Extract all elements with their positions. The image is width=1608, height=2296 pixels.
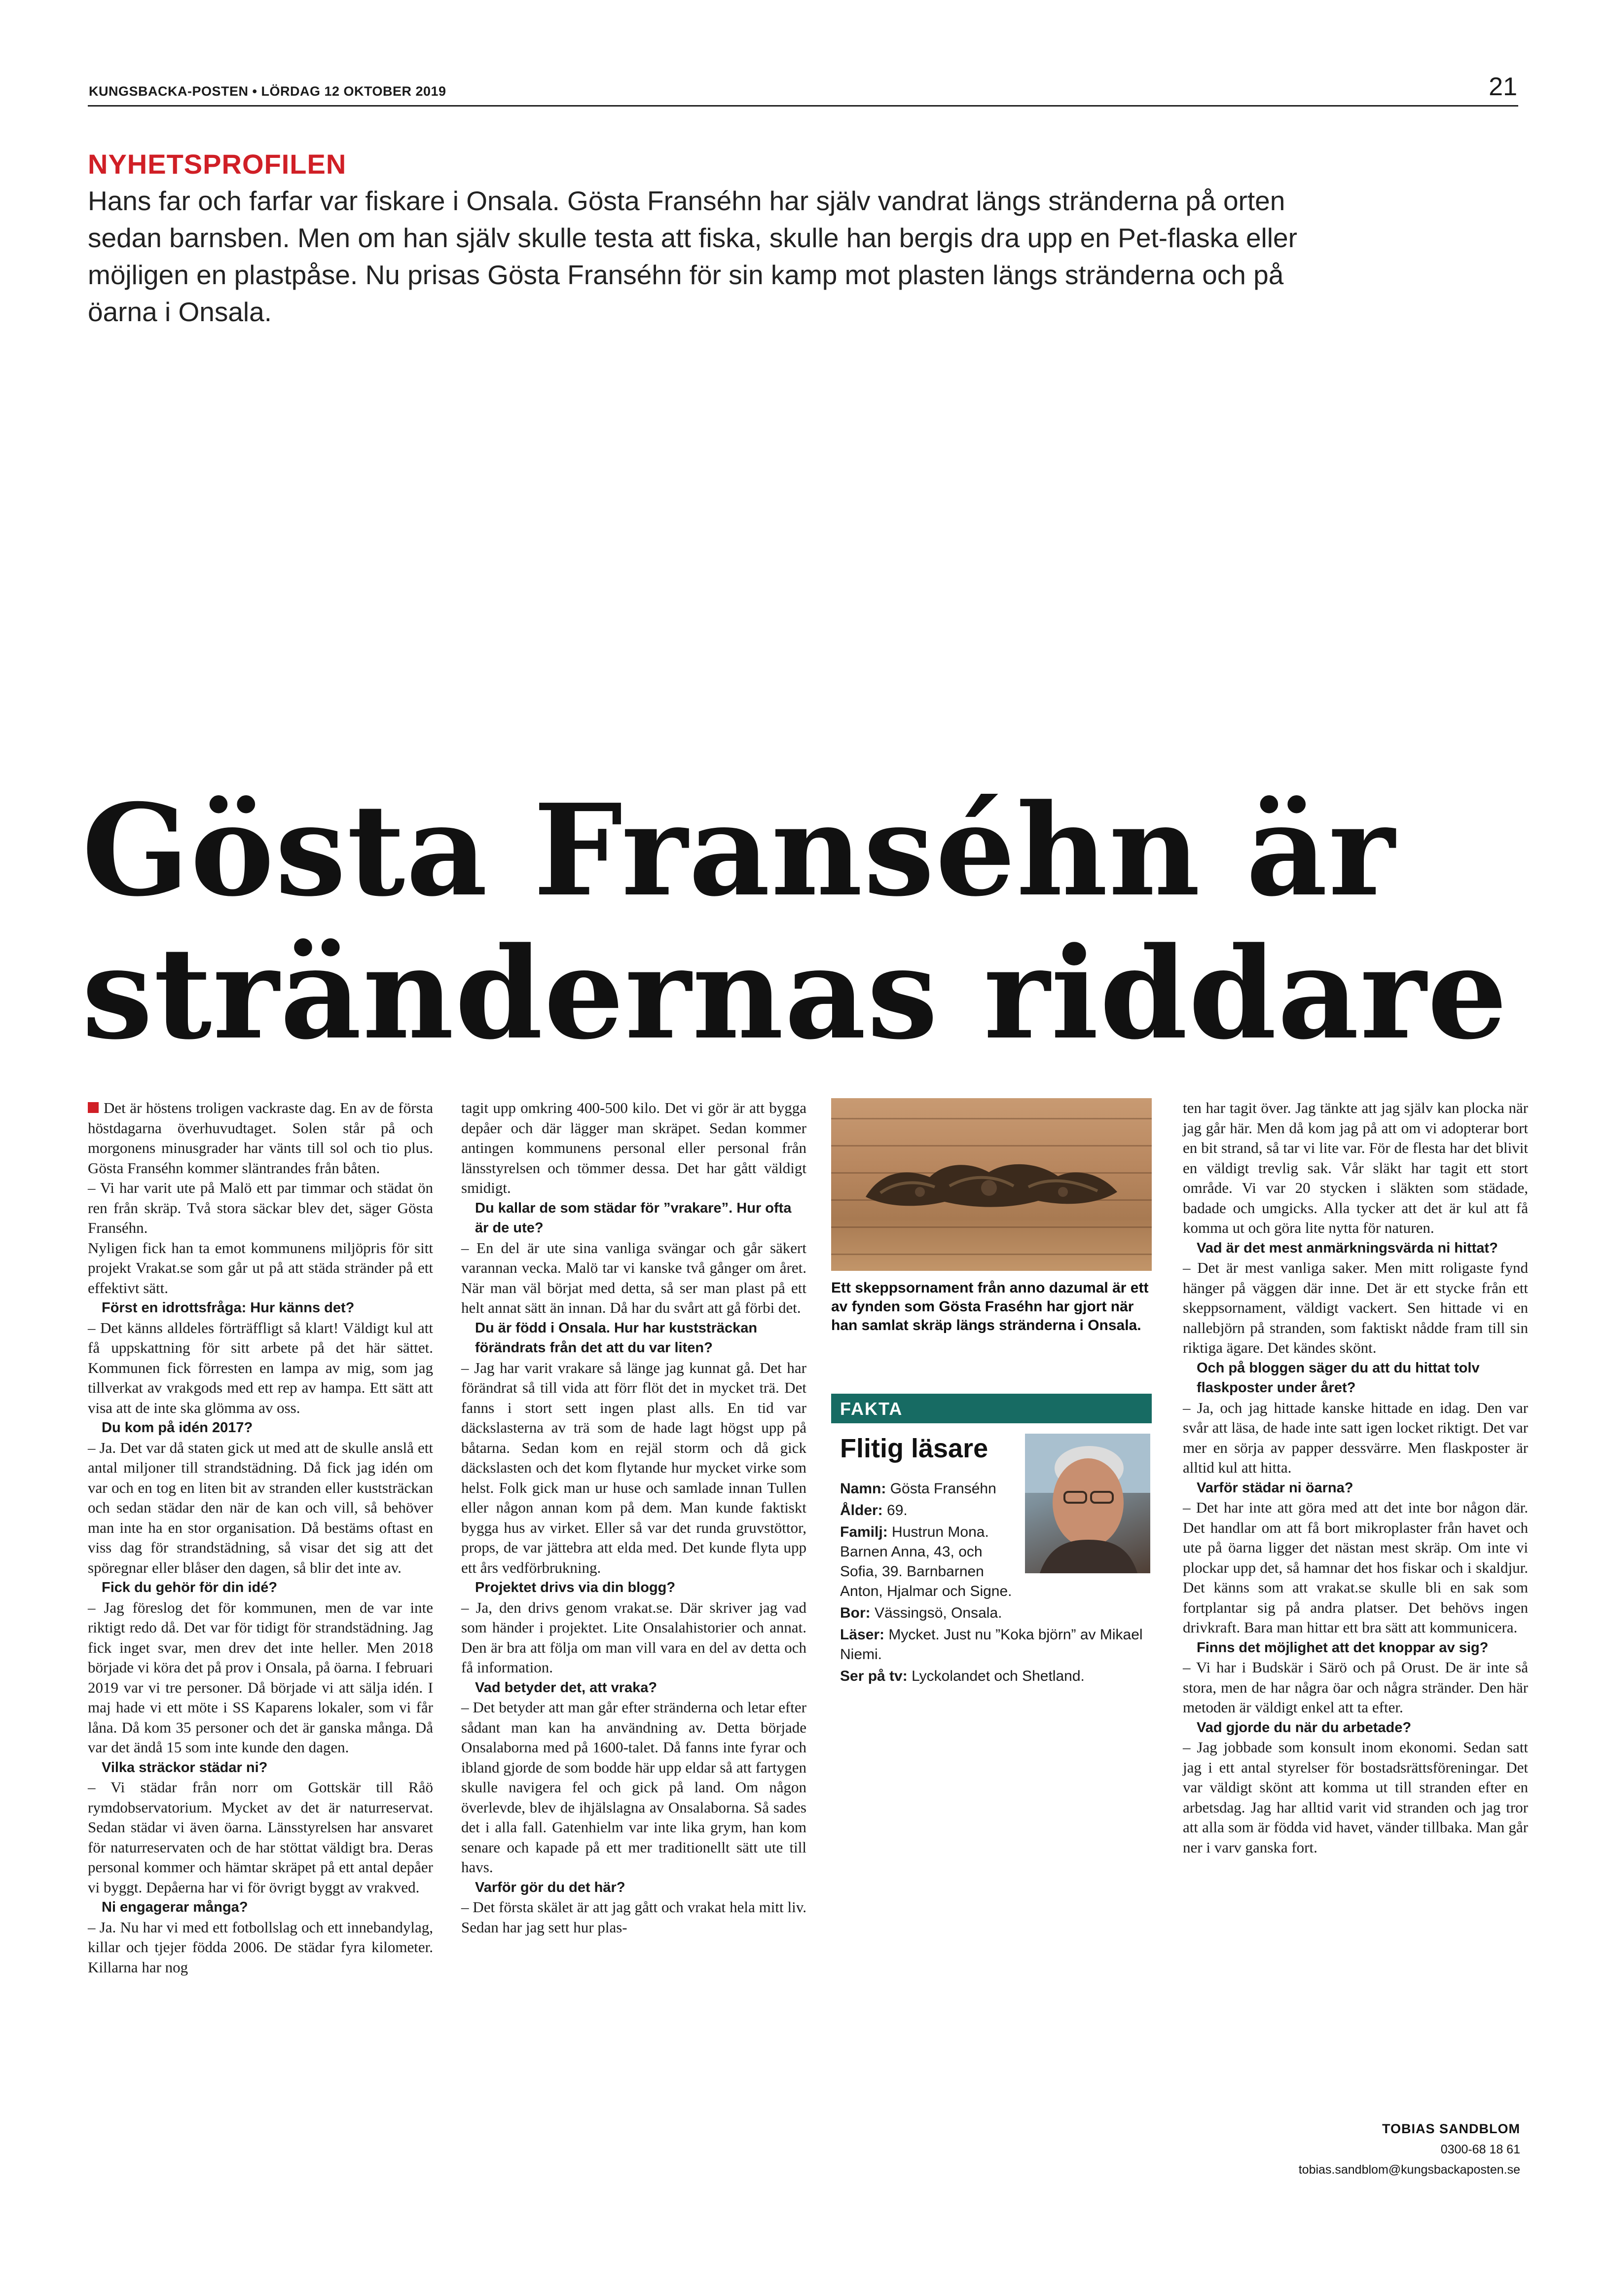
paragraph <box>88 1778 433 1897</box>
paragraph-text: Varför städar ni öarna? <box>1197 1480 1353 1496</box>
byline-phone: 0300-68 18 61 <box>1440 2143 1520 2156</box>
headline-line-2: strändernas riddare <box>82 920 1508 1068</box>
fakta-row <box>840 1625 1161 1665</box>
paragraph-text: – Vi har i Budskär i Särö och på Orust. De är inte så stora, men de har några öar och några stränder. Den här metoden är väldigt enkel att ta efter. <box>1183 1659 1528 1716</box>
paragraph <box>461 1698 806 1878</box>
paragraph-text: Vad betyder det, att vraka? <box>475 1679 658 1696</box>
section-kicker: NYHETSPROFILEN <box>88 148 347 180</box>
paragraph-text: tagit upp omkring 400-500 kilo. Det vi gör är att bygga depåer och där lägger man skräpet. Sedan kommer antingen kommunens personal eller personal från länsstyrelsen och tömmer dessa. Det har gått väldigt smidigt. <box>461 1099 806 1196</box>
paragraph-text: Du är född i Onsala. Hur har kuststräckan förändrats från det att du var liten? <box>475 1320 758 1356</box>
paragraph-text: – Det känns alldeles förträffligt så klart! Väldigt kul att få uppskattning för sitt arbete på det här sättet. Kommunen fick förresten en lampa av mig, som jag tillverkat av vrakgods med ett rep av hampa. Ett sätt att visa att de inte ska glömma av oss. <box>88 1319 433 1416</box>
paragraph-text: – Det första skälet är att jag gått och vrakat hela mitt liv. Sedan har jag sett hur plas- <box>461 1898 806 1936</box>
paragraph-text: Fick du gehör för din idé? <box>102 1580 278 1595</box>
article-headline <box>82 779 1512 1066</box>
paragraph-text: – Det betyder att man går efter stränderna och letar efter sådant man kan ha användning av. Detta började Onsalaborna med på 1600-talet. Då fanns inte fyrar och ibland gjorde de som bodde här upp eldar så att fartygen skulle navigera fel och gick på land. Om någon överlevde, blev de ihjälslagna av Onsalaborna. Så sades det i alla fall. Gatenhielm var inte lika grym, han kom senare och kapade på ett mer traditionellt sätt ute till havs. <box>461 1699 806 1876</box>
photo-caption: Ett skeppsornament från anno dazumal är ett av fynden som Gösta Fraséhn har gjort när han samlat skräp längs stränderna i Onsala. <box>831 1280 1149 1333</box>
fakta-value: Lyckolandet och Shetland. <box>912 1668 1085 1684</box>
fakta-bar <box>831 1394 1152 1423</box>
paragraph-text: – Ja. Det var då staten gick ut med att de skulle anslå ett antal miljoner till strandstädning. Då fick jag idén om var och en tog en liten bit av stranden eller kuststräckan och sedan städar den när de kan och vill, så behöver man inte ha en stor organisation. Då bestäms oftast en viss dag för strandstädning, så visar det sig att det spöregnar eller blåser den dagen, så blir det inte av. <box>88 1439 433 1576</box>
paragraph <box>461 1358 806 1578</box>
interview-question <box>88 1758 433 1778</box>
paragraph-text: Vilka sträckor städar ni? <box>102 1759 268 1776</box>
paragraph-text: Ni engagerar många? <box>102 1899 248 1915</box>
paragraph-text: – Ja, och jag hittade kanske hittade en idag. Den var svår att läsa, de hade inte satt igen locket riktigt. Det var mer en sörja av papper dessvärre. Men flaskposter är alltid kul att hitta. <box>1183 1399 1528 1476</box>
paragraph <box>461 1098 806 1198</box>
paragraph <box>461 1238 806 1318</box>
paragraph-text: – Vi städar från norr om Gottskär till Råö rymdobservatorium. Mycket av det är naturreservat. Sedan städar vi även öarna. Länsstyrelsen har ansvaret för naturreservaten och de har stöttat väldigt bra. Deras personal kommer och hämtar skräpet på ett antal depåer vi byggt. Depåerna har vi för övrigt byggt av vrakved. <box>88 1778 433 1896</box>
paragraph <box>88 1318 433 1418</box>
fakta-row <box>840 1501 1018 1520</box>
article-ingress: Hans far och farfar var fiskare i Onsala. Gösta Franséhn har själv vandrat längs stränderna på orten sedan barnsben. Men om han själv skulle testa att fiska, skulle han bergis dra upp en Pet-flaska eller möjligen en plastpåse. Nu prisas Gösta Franséhn för sin kamp mot plasten längs stränderna och på öarna i Onsala. <box>88 185 1297 327</box>
paragraph-text: – Jag jobbade som konsult inom ekonomi. Sedan satt jag i ett antal styrelser för bostadsrättsföreningar. Det var väldigt skönt att komma ut till stranden efter en arbetsdag. Jag har alltid varit vid stranden och jag tror att alla som är födda vid havet, vänder tillbaka. Man går ner i varv ganska fort. <box>1183 1739 1528 1856</box>
paragraph-text: Nyligen fick han ta emot kommunens miljöpris för sitt projekt Vrakat.se som går ut på att städa stränder på ett effektivt sätt. <box>88 1239 433 1296</box>
paragraph-text: – Det är mest vanliga saker. Men mitt roligaste fynd hänger på väggen där inne. Det är ett stycke från ett skeppsornament, väldigt vackert. Sen hittade vi en nallebjörn på stranden, som faktiskt nådde fram till sin riktiga ägare. Det kändes skönt. <box>1183 1259 1528 1356</box>
paragraph <box>1183 1658 1528 1718</box>
fakta-value: Vässingsö, Onsala. <box>875 1605 1002 1621</box>
paragraph-text: Du kallar de som städar för ”vrakare”. Hur ofta är de ute? <box>475 1200 792 1236</box>
fakta-value: 69. <box>887 1502 908 1518</box>
paragraph-text: Först en idrottsfråga: Hur känns det? <box>102 1300 355 1316</box>
paragraph-text: Och på bloggen säger du att du hittat tolv flaskposter under året? <box>1197 1360 1480 1396</box>
fakta-key: Namn: <box>840 1481 886 1497</box>
interview-question <box>461 1578 806 1598</box>
page-number: 21 <box>1489 73 1517 101</box>
paragraph <box>1183 1258 1528 1358</box>
fakta-value: Hustrun Mona. Barnen Anna, 43, och Sofia, 39. Barnbarnen Anton, Hjalmar och Signe. <box>840 1524 1012 1599</box>
fakta-row <box>840 1603 1018 1623</box>
paragraph <box>1183 1498 1528 1638</box>
paragraph-text: – Jag har varit vrakare så länge jag kunnat gå. Det har förändrat så till vida att förr flöt det in mycket trä. Det fanns i stort sett ingen plast alls. En tid var däckslasterna av trä som de hade lagt högst upp på båtarna. Sedan kom en rejäl storm och då gick däckslasten och det kom flytande hur mycket virke som helst. Folk gick man ur huse och samlade innan Tullen eller någon annan kom på dem. Man kunde faktiskt bygga hus av virket. Eller så var det runda gruvstöttor, props, de var jättebra att elda med. Det kunde flyta upp ett års vedförbrukning. <box>461 1359 806 1576</box>
paragraph-text: Projektet drivs via din blogg? <box>475 1580 676 1595</box>
paragraph-text: – Vi har varit ute på Malö ett par timmar och städat ön ren från skräp. Två stora säckar blev det, säger Gösta Franséhn. <box>88 1179 433 1236</box>
interview-question <box>88 1298 433 1318</box>
interview-question <box>461 1678 806 1698</box>
fakta-value: Gösta Franséhn <box>890 1481 996 1497</box>
paragraph <box>88 1238 433 1298</box>
paragraph-text: – Ja. Nu har vi med ett fotbollslag och ett innebandylag, killar och tjejer födda 2006. De städar fyra kilometer. Killarna har nog <box>88 1918 433 1976</box>
article-column-1 <box>88 1098 433 1977</box>
byline-email: tobias.sandblom@kungsbackaposten.se <box>1298 2163 1520 2177</box>
paragraph-text: – En del är ute sina vanliga svängar och går säkert varannan vecka. Malö tar vi kanske två gånger om året. När man väl börjat med detta, så ser man plast på ett helt annat sätt än innan. Då har du svårt att gå förbi det. <box>461 1239 806 1316</box>
headline-line-1: Gösta Franséhn är <box>82 777 1396 925</box>
interview-question <box>1183 1478 1528 1498</box>
paragraph <box>88 1598 433 1758</box>
fakta-key: Bor: <box>840 1605 871 1621</box>
interview-question <box>88 1897 433 1918</box>
interview-question <box>1183 1358 1528 1398</box>
paragraph-text: ten har tagit över. Jag tänkte att jag själv kan plocka när jag går här. Men då kom jag på att om vi adopterar bort en bit strand, så tar vi lite var. För de flesta har det blivit en väldigt trevlig sak. Vår släkt har tagit ett stort område. Vi var 20 stycken i släkten som städade, badade och umgicks. Alla tycker att det är kul att få komma ut och göra lite nytta för naturen. <box>1183 1099 1528 1236</box>
paragraph-text: Det är höstens troligen vackraste dag. En av de första höstdagarna överhuvudtaget. Solen står på och morgonens minusgrader har vänts till sol och tio plus. Gösta Franséhn kommer släntrandes från båten. <box>88 1099 433 1177</box>
paragraph-text: Vad gjorde du när du arbetade? <box>1197 1719 1412 1736</box>
byline-name: TOBIAS SANDBLOM <box>1382 2121 1520 2136</box>
page-header <box>88 74 1518 107</box>
publication-line: KUNGSBACKA-POSTEN • LÖRDAG 12 OKTOBER 2019 <box>89 84 446 99</box>
paragraph <box>88 1438 433 1578</box>
interview-question <box>461 1318 806 1358</box>
interview-question <box>461 1878 806 1898</box>
paragraph <box>88 1098 433 1178</box>
paragraph <box>461 1897 806 1937</box>
interview-question <box>88 1418 433 1438</box>
fakta-label: FAKTA <box>840 1399 903 1419</box>
paragraph-text: Finns det möjlighet att det knoppar av sig? <box>1197 1639 1489 1656</box>
ornament-photo <box>831 1098 1152 1271</box>
interview-question <box>1183 1638 1528 1658</box>
paragraph-text: – Det har inte att göra med att det inte bor någon där. Det handlar om att få bort mikroplaster från havet och ute på öarna ligger det nästan mest skräp. Om inte vi plockar upp det, så hamnar det hos fiskar och i skaldjur. Det känns som att vrakat.se skulle bli en sak som fortplantar sig på andra platser. Det behövs ingen drivkraft. Bara man hittar ett bra sätt att kommunicera. <box>1183 1499 1528 1636</box>
paragraph-text: – Jag föreslog det för kommunen, men de var inte riktigt redo då. Det var för tidigt för strandstädning. Jag fick inget svar, men drev det inte heller. Men 2018 började vi köra det på prov i Onsala, på öarna. I februari 2019 var vi tre personer. Då började vi att sälja idén. I maj hade vi ett möte i SS Kaparens lokaler, som vi får låna. Då kom 35 personer och det är ganska många. Då var det ändå 15 som inte kunde den dagen. <box>88 1598 433 1756</box>
paragraph <box>1183 1398 1528 1478</box>
fakta-key: Ålder: <box>840 1502 883 1518</box>
byline <box>1299 2121 1520 2177</box>
article-column-2 <box>461 1098 806 1937</box>
paragraph-text: Du kom på idén 2017? <box>102 1420 253 1436</box>
paragraph <box>88 1178 433 1238</box>
paragraph <box>461 1598 806 1678</box>
fakta-row <box>840 1522 1018 1601</box>
paragraph <box>1183 1738 1528 1857</box>
paragraph-text: Varför gör du det här? <box>475 1879 625 1895</box>
paragraph-text: – Ja, den drivs genom vrakat.se. Där skriver jag vad som händer i projektet. Lite Onsalahistorier och annat. Den är bra att följa om man vill vara en del av detta och få information. <box>461 1598 806 1676</box>
fakta-key: Ser på tv: <box>840 1668 908 1684</box>
ship-ornament-image <box>861 1157 1122 1212</box>
fakta-row <box>840 1666 1161 1686</box>
fakta-row <box>840 1479 1018 1499</box>
fakta-title: Flitig läsare <box>840 1434 988 1463</box>
article-column-4 <box>1183 1098 1528 1857</box>
fakta-body <box>840 1479 1161 1688</box>
interview-question <box>1183 1718 1528 1738</box>
fakta-key: Familj: <box>840 1524 888 1540</box>
lead-marker-square <box>88 1102 99 1113</box>
paragraph-text: Vad är det mest anmärkningsvärda ni hittat? <box>1197 1240 1498 1256</box>
fakta-value: Mycket. Just nu ”Koka björn” av Mikael Niemi. <box>840 1627 1143 1663</box>
interview-question <box>461 1198 806 1238</box>
paragraph <box>88 1918 433 1978</box>
interview-question <box>1183 1238 1528 1259</box>
fakta-key: Läser: <box>840 1627 885 1643</box>
paragraph <box>1183 1098 1528 1238</box>
interview-question <box>88 1578 433 1598</box>
